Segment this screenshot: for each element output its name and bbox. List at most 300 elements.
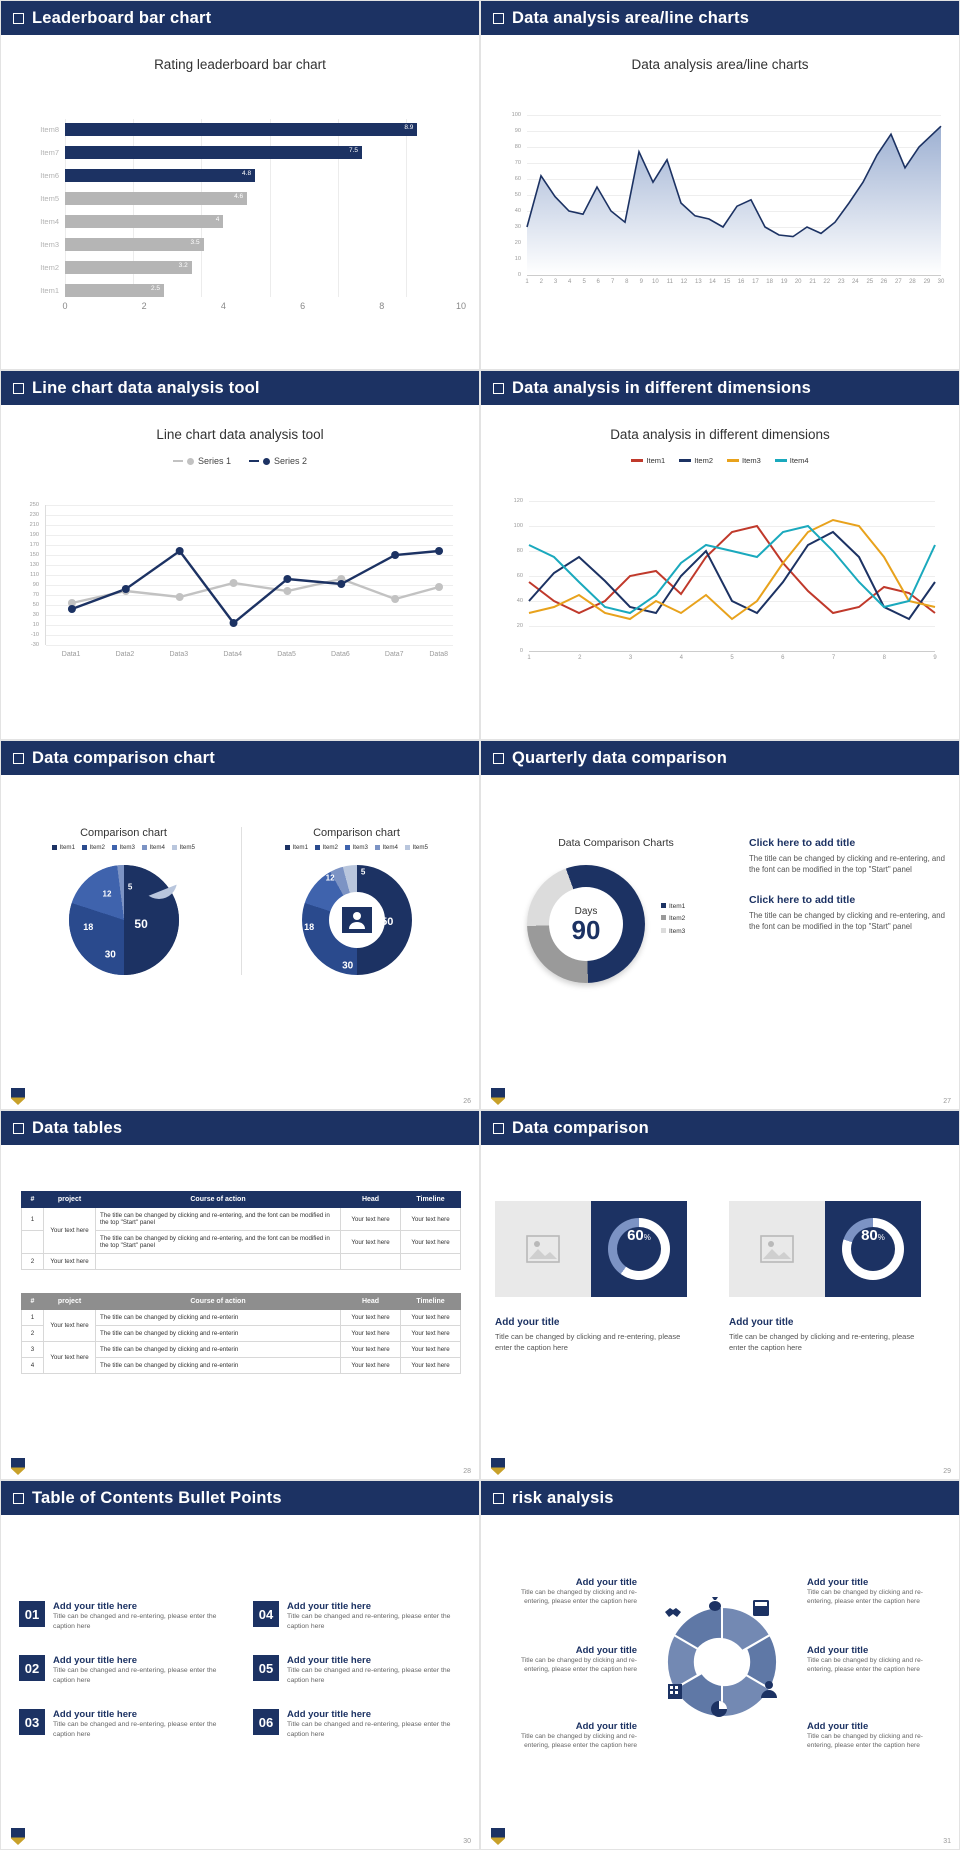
cell-head: Your text here	[341, 1310, 401, 1326]
legend-swatch	[679, 459, 691, 462]
comparison-card	[495, 1201, 687, 1297]
legend-item	[661, 913, 685, 925]
square-bullet-icon	[13, 383, 24, 394]
square-bullet-icon	[493, 1493, 504, 1504]
legend-label: Item1	[646, 456, 666, 465]
slide-body	[1, 57, 479, 393]
legend-label: Item3	[352, 844, 368, 851]
cell-action: The title can be changed by clicking and re-enterin	[96, 1358, 341, 1374]
square-bullet-icon	[493, 13, 504, 24]
percent-symbol: %	[877, 1233, 885, 1242]
legend-item	[405, 844, 428, 851]
calculator-icon	[751, 1599, 771, 1617]
y-tick: 120	[513, 498, 523, 504]
bar-label: Item7	[40, 147, 59, 157]
bar-row	[21, 211, 461, 231]
toc-text: Title can be changed and re-entering, please enter the caption here	[287, 1721, 451, 1738]
cell-no: 3	[22, 1342, 44, 1358]
pie-chart-panel	[11, 827, 236, 975]
cell-action: The title can be changed by clicking and re-entering, and the font can be modified in the top "Start" panel	[96, 1231, 341, 1254]
risk-text: Title can be changed by clicking and re-entering, please enter the caption here	[807, 1733, 923, 1750]
x-axis	[45, 651, 453, 663]
bar-track	[65, 284, 461, 297]
toc-number: 06	[253, 1709, 279, 1735]
toc-item[interactable]	[253, 1655, 463, 1685]
slide-header	[1, 1111, 479, 1145]
bar-row	[21, 280, 461, 300]
risk-title: Add your title	[575, 1721, 637, 1732]
toc-title: Add your title here	[53, 1709, 137, 1721]
cell-head: Your text here	[341, 1208, 401, 1231]
bar-label: Item6	[40, 170, 59, 180]
cell-action: The title can be changed by clicking and re-enterin	[96, 1342, 341, 1358]
y-tick: 70	[32, 592, 39, 599]
legend-label: Item3	[119, 844, 135, 851]
legend-label: Series 1	[197, 456, 231, 466]
bar-row	[21, 165, 461, 185]
slide-title: Line chart data analysis tool	[32, 378, 260, 397]
chart-legend	[661, 901, 685, 938]
slide-data-tables	[0, 1110, 480, 1480]
slide-header	[1, 1, 479, 35]
legend-item	[52, 844, 75, 851]
x-tick: 8	[625, 279, 629, 285]
x-tick: 5	[582, 279, 586, 285]
table-row	[22, 1208, 461, 1231]
x-tick: 8	[379, 301, 385, 311]
legend-dot-icon	[263, 458, 270, 465]
y-tick: 10	[32, 621, 39, 628]
x-axis	[525, 279, 945, 289]
x-tick: 19	[780, 279, 788, 285]
slide-title: Table of Contents Bullet Points	[32, 1488, 282, 1507]
bar-label: Item2	[40, 262, 59, 272]
toc-text: Title can be changed and re-entering, please enter the caption here	[53, 1667, 217, 1684]
x-tick: 9	[639, 279, 643, 285]
donut-value: 50	[381, 916, 394, 929]
y-tick: 40	[516, 598, 523, 605]
legend-label: Item3	[669, 927, 686, 935]
x-tick: Data7	[384, 651, 404, 658]
square-bullet-icon	[493, 753, 504, 764]
page-number: 30	[463, 1838, 471, 1845]
legend-label: Item2	[669, 915, 686, 923]
x-tick: 13	[695, 279, 702, 285]
donut-value: 12	[325, 873, 335, 883]
square-bullet-icon	[13, 753, 24, 764]
legend-item	[315, 844, 338, 851]
toc-text: Title can be changed and re-entering, please enter the caption here	[53, 1613, 217, 1630]
percent-panel	[591, 1201, 687, 1297]
chart-legend	[11, 844, 236, 851]
risk-title: Add your title	[807, 1577, 869, 1588]
toc-text: Title can be changed and re-entering, please enter the caption here	[53, 1721, 217, 1738]
square-bullet-icon	[13, 13, 24, 24]
x-tick: Data3	[169, 651, 189, 658]
legend-item	[775, 456, 809, 465]
bar-fill	[65, 192, 247, 205]
x-tick: Data6	[331, 651, 350, 658]
cell-no: 4	[22, 1358, 44, 1374]
col-header: project	[44, 1192, 96, 1208]
bar-track	[65, 261, 461, 274]
square-bullet-icon	[13, 1493, 24, 1504]
page-number: 31	[943, 1838, 951, 1845]
col-header: Timeline	[401, 1294, 461, 1310]
logo-icon	[491, 1458, 505, 1475]
toc-item[interactable]	[19, 1601, 229, 1631]
legend-label: Item3	[742, 456, 761, 465]
legend-label: Item1	[669, 903, 686, 910]
card-title: Add your title	[729, 1317, 794, 1328]
risk-title: Add your title	[807, 1721, 869, 1732]
y-tick: 30	[514, 224, 521, 230]
risk-text: Title can be changed by clicking and re-entering, please enter the caption here	[807, 1589, 923, 1606]
bar-row	[21, 257, 461, 277]
y-tick: 40	[514, 208, 521, 214]
x-tick: 28	[909, 279, 916, 285]
image-icon	[526, 1235, 560, 1263]
slide-header	[481, 371, 959, 405]
x-tick: Data8	[429, 651, 449, 658]
y-tick: -10	[30, 632, 39, 639]
x-tick: 0	[62, 301, 68, 311]
y-tick: 80	[516, 547, 523, 554]
col-header: #	[22, 1192, 44, 1208]
bar-fill	[65, 238, 204, 251]
table	[21, 1191, 461, 1270]
donut-center-value: 90	[571, 914, 601, 945]
toc-number: 05	[253, 1655, 279, 1681]
cell-no: 1	[22, 1310, 44, 1326]
cell-no: 1	[22, 1208, 44, 1231]
legend-label: Item2	[322, 844, 338, 851]
x-tick: 30	[937, 279, 945, 285]
text-block	[749, 894, 945, 933]
legend-item	[173, 456, 231, 466]
x-tick: 3	[628, 655, 633, 661]
text-blocks	[749, 837, 945, 932]
bar-value: 7.5	[348, 146, 358, 154]
legend-label: Item1	[292, 844, 309, 851]
pinwheel-diagram	[647, 1587, 797, 1737]
slide-area-line-charts	[480, 0, 960, 370]
y-tick: 50	[514, 192, 521, 198]
slide-title: Data tables	[32, 1118, 123, 1137]
y-tick: 170	[29, 542, 39, 549]
bar-fill	[65, 169, 255, 182]
table-header-row	[22, 1192, 461, 1208]
toc-item[interactable]	[253, 1601, 463, 1631]
cell-head	[341, 1254, 401, 1270]
percent-value: 60	[627, 1227, 644, 1244]
x-tick: 10	[455, 301, 467, 311]
gauge-chart	[842, 1218, 904, 1280]
bar-row	[21, 119, 461, 139]
risk-item	[807, 1721, 947, 1750]
card-text: Title can be changed by clicking and re-entering, please enter the caption here	[729, 1332, 915, 1352]
data-table-gray	[21, 1293, 461, 1374]
pie-chart	[69, 865, 179, 975]
line-chart	[19, 502, 463, 658]
slide-data-comparison	[480, 1110, 960, 1480]
slide-body	[481, 1515, 959, 1851]
risk-title: Add your title	[575, 1645, 637, 1656]
legend-swatch	[631, 459, 643, 462]
chart-title: Data analysis area/line charts	[631, 57, 809, 72]
image-placeholder	[495, 1201, 591, 1297]
chart-legend	[481, 456, 959, 465]
y-tick: 60	[516, 573, 523, 579]
x-tick: Data4	[223, 651, 243, 658]
toc-item[interactable]	[253, 1709, 463, 1739]
y-tick: 230	[29, 511, 39, 518]
pie-value: 12	[102, 889, 112, 899]
legend-item	[345, 844, 368, 851]
slide-data-comparison-chart	[0, 740, 480, 1110]
toc-number: 04	[253, 1601, 279, 1627]
y-tick: 60	[514, 176, 521, 182]
legend-item	[285, 844, 308, 851]
cell-timeline: Your text here	[401, 1208, 461, 1231]
percent-panel	[825, 1201, 921, 1297]
x-tick: 2	[578, 655, 582, 661]
bar-value: 3.2	[178, 261, 188, 269]
toc-title: Add your title here	[287, 1709, 371, 1721]
cell-action: The title can be changed by clicking and re-entering, and the font can be modified in the top "Start" panel	[96, 1208, 341, 1231]
col-header: Timeline	[401, 1192, 461, 1208]
slide-table-of-contents	[0, 1480, 480, 1850]
x-tick: 6	[596, 279, 600, 285]
area-chart	[501, 112, 945, 285]
x-tick: Data5	[277, 651, 296, 658]
col-header: Head	[341, 1192, 401, 1208]
x-tick: 2	[141, 301, 147, 311]
x-tick: 26	[880, 279, 888, 285]
cell-timeline: Your text here	[401, 1342, 461, 1358]
card-caption	[495, 1317, 695, 1354]
cell-no: 2	[22, 1254, 44, 1270]
x-tick: 23	[837, 279, 845, 285]
bar-label: Item1	[40, 285, 59, 295]
x-tick: 27	[895, 279, 902, 285]
x-tick: 5	[730, 655, 734, 661]
legend-label: Item5	[179, 844, 195, 851]
donut-center-label: Days	[574, 905, 598, 917]
cell-head: Your text here	[341, 1231, 401, 1254]
comparison-card	[729, 1201, 921, 1297]
bar-track	[65, 238, 461, 251]
slide-body	[1, 427, 479, 763]
x-tick: 1	[525, 279, 529, 285]
y-tick: -30	[30, 642, 39, 648]
x-tick: Data1	[61, 651, 81, 658]
slide-body	[1, 775, 479, 1111]
slide-header	[481, 1, 959, 35]
bar-row	[21, 188, 461, 208]
cell-head: Your text here	[341, 1326, 401, 1342]
chart-title: Rating leaderboard bar chart	[154, 57, 326, 72]
x-tick: Data2	[115, 651, 135, 658]
legend-item	[375, 844, 398, 851]
x-tick: 7	[831, 655, 836, 661]
table	[21, 1293, 461, 1374]
page-number: 28	[463, 1468, 471, 1475]
donut-chart	[527, 865, 645, 983]
x-tick: 6	[300, 301, 306, 311]
bar-row	[21, 142, 461, 162]
donut-chart-panel	[241, 827, 471, 975]
x-tick: 3	[553, 279, 558, 285]
toc-title: Add your title here	[53, 1601, 137, 1612]
page-number: 26	[463, 1098, 471, 1105]
slide-body	[481, 1145, 959, 1481]
toc-number: 01	[19, 1601, 45, 1627]
bar-row	[21, 234, 461, 254]
y-tick: 20	[514, 240, 521, 246]
risk-item	[497, 1645, 637, 1674]
card-title: Add your title	[495, 1317, 560, 1328]
legend-item	[82, 844, 105, 851]
x-tick: 4	[220, 301, 226, 311]
bar-value: 4.8	[242, 169, 252, 177]
slide-line-chart-tool	[0, 370, 480, 740]
bar-value: 8.9	[404, 123, 414, 131]
legend-label: Item4	[149, 844, 165, 851]
risk-title: Add your title	[807, 1645, 869, 1656]
donut-value: 5	[360, 867, 366, 877]
x-tick: 16	[737, 279, 745, 285]
x-tick: 20	[794, 279, 802, 285]
x-tick: 6	[781, 655, 785, 661]
toc-title: Add your title here	[287, 1655, 371, 1667]
bar-fill	[65, 284, 164, 297]
bar-track	[65, 192, 461, 205]
x-tick: 24	[851, 279, 859, 285]
legend-swatch	[727, 459, 739, 462]
chart-title: Comparison chart	[80, 827, 167, 839]
legend-swatch	[173, 460, 183, 462]
cell-timeline: Your text here	[401, 1231, 461, 1254]
cell-project: Your text here	[44, 1342, 96, 1374]
x-tick: 2	[539, 279, 543, 285]
bar-label: Item8	[40, 124, 59, 134]
risk-title: Add your title	[575, 1577, 637, 1588]
chart-title: Line chart data analysis tool	[156, 427, 324, 442]
slide-header	[1, 371, 479, 405]
slide-title: Data comparison	[512, 1118, 649, 1137]
legend-swatch	[249, 460, 259, 462]
cell-action: The title can be changed by clicking and re-enterin	[96, 1326, 341, 1342]
handshake-icon	[663, 1603, 683, 1621]
col-header: Course of action	[96, 1294, 341, 1310]
image-icon	[760, 1235, 794, 1263]
legend-dot-icon	[187, 458, 194, 465]
cell-action: The title can be changed by clicking and re-enterin	[96, 1310, 341, 1326]
x-tick: 25	[866, 279, 874, 285]
slide-body	[1, 1145, 479, 1481]
risk-item	[807, 1577, 947, 1606]
logo-icon	[11, 1828, 25, 1845]
y-tick: 100	[513, 523, 523, 530]
bar-label: Item5	[40, 193, 59, 203]
logo-icon	[491, 1088, 505, 1105]
legend-label: Item1	[59, 844, 76, 851]
bar-value: 4	[215, 215, 220, 223]
y-tick: 0	[517, 272, 521, 278]
legend-item	[112, 844, 135, 851]
page-number: 29	[943, 1468, 951, 1475]
chart-title: Comparison chart	[313, 827, 400, 839]
card-caption	[729, 1317, 929, 1354]
risk-text: Title can be changed by clicking and re-entering, please enter the caption here	[521, 1589, 637, 1606]
col-header: Head	[341, 1294, 401, 1310]
card-text: Title can be changed by clicking and re-entering, please enter the caption here	[495, 1332, 681, 1352]
cell-timeline: Your text here	[401, 1358, 461, 1374]
toc-text: Title can be changed and re-entering, please enter the caption here	[287, 1613, 451, 1630]
toc-title: Add your title here	[287, 1601, 371, 1612]
toc-item[interactable]	[19, 1709, 229, 1739]
slide-body	[1, 1515, 479, 1851]
slide-title: Quarterly data comparison	[512, 748, 727, 767]
x-tick: 8	[882, 655, 886, 661]
logo-icon	[491, 1828, 505, 1845]
x-tick: 1	[527, 655, 531, 661]
logo-icon	[11, 1088, 25, 1105]
cell-no	[22, 1231, 44, 1254]
users-icon	[759, 1679, 779, 1699]
block-title: Click here to add title	[749, 893, 856, 906]
block-title: Click here to add title	[749, 837, 856, 849]
toc-item[interactable]	[19, 1655, 229, 1685]
cell-project: Your text here	[44, 1254, 96, 1270]
legend-item	[679, 456, 713, 465]
y-tick: 70	[514, 160, 521, 166]
legend-item	[142, 844, 165, 851]
legend-label: Series 2	[274, 456, 308, 466]
x-tick: 15	[723, 279, 731, 285]
chart-title: Data analysis in different dimensions	[610, 427, 830, 442]
y-tick: 210	[29, 522, 39, 529]
slide-header	[1, 741, 479, 775]
slide-title: Data comparison chart	[32, 748, 216, 767]
x-tick: 4	[567, 279, 572, 285]
table-row	[22, 1254, 461, 1270]
y-tick: 50	[32, 601, 39, 608]
table-row	[22, 1342, 461, 1358]
percent-value: 80	[861, 1227, 878, 1244]
cell-head: Your text here	[341, 1358, 401, 1374]
x-tick: 21	[809, 279, 816, 285]
legend-swatch	[775, 459, 787, 462]
bar-track	[65, 123, 461, 136]
bar-track	[65, 169, 461, 182]
y-tick: 20	[516, 622, 523, 629]
block-text: The title can be changed by clicking and re-entering, and the font can be modified in the top "Start" panel	[749, 854, 945, 875]
y-tick: 190	[29, 531, 39, 538]
legend-item	[727, 456, 761, 465]
legend-item	[249, 456, 307, 466]
money-bag-icon	[705, 1593, 725, 1613]
cell-head: Your text here	[341, 1342, 401, 1358]
x-tick: 10	[651, 279, 659, 285]
cell-action	[96, 1254, 341, 1270]
chart-legend	[1, 456, 479, 466]
pie-chart-icon	[709, 1699, 729, 1719]
chart-title: Data Comparison Charts	[558, 837, 674, 849]
slide-risk-analysis	[480, 1480, 960, 1850]
text-block	[749, 837, 945, 876]
